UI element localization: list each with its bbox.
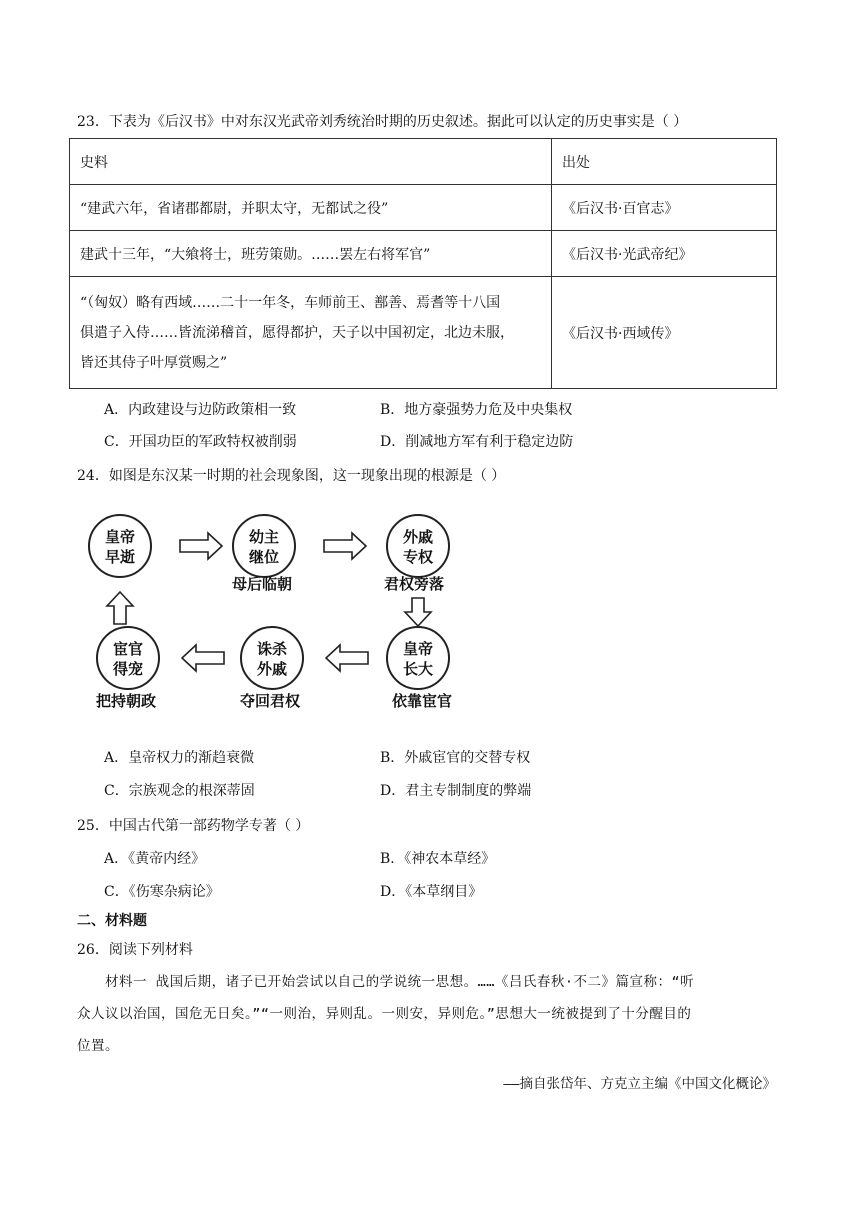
node-text: 皇帝 <box>104 528 135 546</box>
q23-option-a[interactable]: A．内政建设与边防政策相一致 <box>104 402 297 418</box>
arrow-right-icon <box>324 533 366 559</box>
history-table <box>69 138 777 389</box>
caption-power-lost: 君权旁落 <box>384 575 445 593</box>
table-cell-text <box>70 277 552 389</box>
caption-control-court: 把持朝政 <box>96 692 157 710</box>
table-cell-source: 《后汉书·光武帝纪》 <box>552 231 777 277</box>
q24-option-b[interactable]: B．外戚宦官的交替专权 <box>380 750 531 766</box>
node-kill-consorts <box>240 626 304 690</box>
node-text: 得宠 <box>112 660 143 678</box>
arrow-up-icon <box>107 592 133 624</box>
q23-option-d[interactable]: D．削减地方军有利于稳定边防 <box>380 434 574 450</box>
caption-regain-power: 夺回君权 <box>240 692 301 710</box>
caption-empress-regency: 母后临朝 <box>232 575 293 593</box>
node-text: 皇帝 <box>402 640 433 658</box>
material-citation: ——摘自张岱年、方克立主编《中国文化概论》 <box>503 1076 776 1092</box>
arrow-down-icon <box>405 598 431 626</box>
arrow-right-icon <box>180 533 222 559</box>
q24-option-c[interactable]: C．宗族观念的根深蒂固 <box>104 783 255 799</box>
section-title: 二、材料题 <box>77 913 147 929</box>
table-cell-text: 建武十三年，“大飨将士，班劳策勋。……罢左右将军官” <box>70 231 552 277</box>
q23-option-c[interactable]: C．开国功臣的军政特权被削弱 <box>104 434 297 450</box>
node-text: 幼主 <box>248 528 279 546</box>
node-young-ruler <box>232 514 296 578</box>
table-header-text: 史料 <box>70 139 552 185</box>
flow-diagram <box>88 512 508 722</box>
q23-stem: 23．下表为《后汉书》中对东汉光武帝刘秀统治时期的历史叙述。据此可以认定的历史事实是（ ） <box>77 114 688 130</box>
node-text: 继位 <box>248 548 279 566</box>
material-line: 材料一 战国后期，诸子已开始尝试以自己的学说统一思想。……《吕氏春秋·不二》篇宣称：“听 <box>105 974 695 990</box>
q25-option-d[interactable]: D．《本草纲目》 <box>380 884 483 900</box>
q25-option-b[interactable]: B．《神农本草经》 <box>380 851 496 867</box>
material-line: 众人议以治国，国危无日矣。”“一则治，异则乱。一则安，异则危。”思想大一统被提到了十分醒目的 <box>77 1006 692 1022</box>
table-row <box>70 277 777 389</box>
table-cell-line: 皆还其侍子叶厚赏赐之” <box>80 354 228 371</box>
node-text: 宦官 <box>112 640 143 658</box>
q24-stem: 24．如图是东汉某一时期的社会现象图，这一现象出现的根源是（ ） <box>77 468 506 484</box>
q25-option-c[interactable]: C．《伤寒杂病论》 <box>104 884 220 900</box>
node-text: 诛杀 <box>256 640 287 658</box>
table-cell-line: “（匈奴）略有西域……二十一年冬，车师前王、鄯善、焉耆等十八国 <box>80 294 501 311</box>
table-row <box>70 231 777 277</box>
q26-stem: 26．阅读下列材料 <box>77 942 193 958</box>
node-text: 长大 <box>402 660 433 678</box>
material-passage <box>77 966 779 1062</box>
caption-rely-eunuchs: 依靠宦官 <box>392 692 453 710</box>
material-line: 位置。 <box>77 1038 119 1054</box>
node-text: 专权 <box>402 548 433 566</box>
node-emperor-early-death <box>88 514 152 578</box>
table-row <box>70 185 777 231</box>
q23-option-b[interactable]: B．地方豪强势力危及中央集权 <box>380 402 573 418</box>
table-cell-text: “建武六年，省诸郡都尉，并职太守，无都试之役” <box>70 185 552 231</box>
node-emperor-grown <box>386 626 450 690</box>
arrow-left-icon <box>326 645 368 671</box>
node-consort-power <box>386 514 450 578</box>
table-header-row <box>70 139 777 185</box>
node-text: 外戚 <box>402 528 433 546</box>
node-text: 早逝 <box>104 548 135 566</box>
q24-option-a[interactable]: A．皇帝权力的渐趋衰微 <box>104 750 255 766</box>
table-cell-source: 《后汉书·西域传》 <box>552 277 777 389</box>
node-eunuch-favor <box>96 626 160 690</box>
q25-stem: 25．中国古代第一部药物学专著（ ） <box>77 818 310 834</box>
table-header-source: 出处 <box>552 139 777 185</box>
arrow-left-icon <box>182 645 224 671</box>
q25-option-a[interactable]: A．《黄帝内经》 <box>104 851 206 867</box>
table-cell-line: 俱遣子入侍……皆流涕稽首，愿得都护，天子以中国初定，北边未服， <box>80 324 514 341</box>
q24-option-d[interactable]: D．君主专制制度的弊端 <box>380 783 532 799</box>
node-text: 外戚 <box>256 660 287 678</box>
table-cell-source: 《后汉书·百官志》 <box>552 185 777 231</box>
